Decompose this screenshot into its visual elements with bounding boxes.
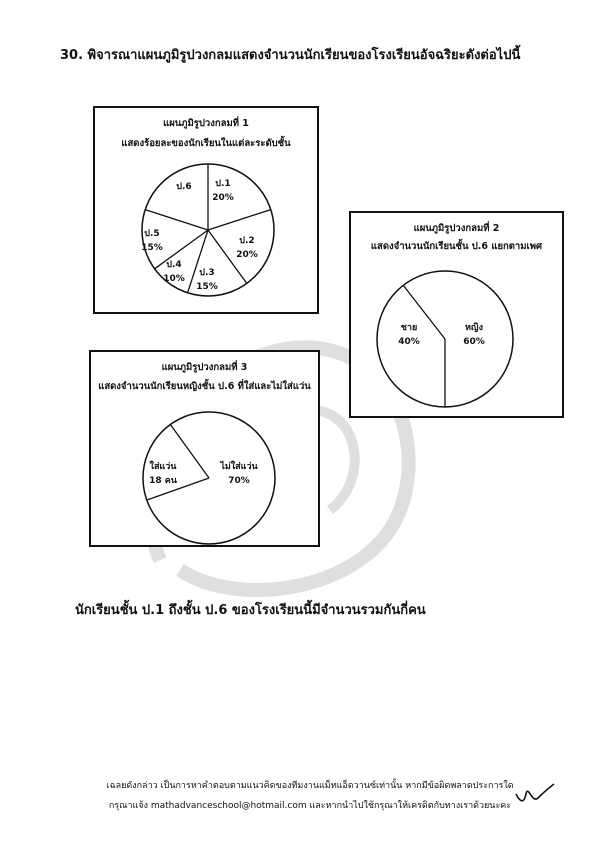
slice-label: ไม่ใส่แว่น 70% xyxy=(220,462,258,486)
handwritten-signature xyxy=(512,780,558,810)
pie-1-divider xyxy=(208,210,271,230)
chart-1-title: แผนภูมิรูปวงกลมที่ 1 xyxy=(163,118,249,129)
slice-label: ใส่แว่น 18 คน xyxy=(149,462,177,486)
slice-label: ป.5 15% xyxy=(141,229,163,253)
slice-label: ชาย 40% xyxy=(398,323,420,347)
pie-chart-1-frame xyxy=(93,106,319,314)
chart-2-subtitle: แสดงจำนวนนักเรียนชั้น ป.6 แยกตามเพศ xyxy=(370,241,543,252)
slice-label: ป.1 20% xyxy=(212,179,234,203)
slice-label: หญิง 60% xyxy=(463,323,485,347)
question-text: นักเรียนชั้น ป.1 ถึงชั้น ป.6 ของโรงเรียนนี้มีจำนวนรวมกันกี่คน xyxy=(75,603,426,618)
pie-chart-3 xyxy=(91,352,318,545)
slice-label: ป.4 10% xyxy=(163,260,185,284)
footer-line-1: เฉลยดังกล่าว เป็นการหาคำตอบตามแนวคิดของทีมงานแม็ทแอ็ดวานซ์เท่านั้น หากมีข้อผิดพลาดประการใด xyxy=(106,781,514,791)
question-title: 30. พิจารณาแผนภูมิรูปวงกลมแสดงจำนวนนักเรียนของโรงเรียนอัจฉริยะดังต่อไปนี้ xyxy=(60,48,521,63)
pie-chart-2-frame xyxy=(349,211,564,418)
chart-2-title: แผนภูมิรูปวงกลมที่ 2 xyxy=(413,223,500,234)
chart-3-title: แผนภูมิรูปวงกลมที่ 3 xyxy=(161,362,248,373)
slice-label: ป.2 20% xyxy=(236,236,258,260)
chart-1-subtitle: แสดงร้อยละของนักเรียนในแต่ละระดับชั้น xyxy=(121,138,291,149)
pie-chart-2 xyxy=(351,213,562,416)
slice-label: ป.6 xyxy=(176,182,192,192)
chart-3-subtitle: แสดงจำนวนนักเรียนหญิงชั้น ป.6 ที่ใส่และไม่ใส่แว่น xyxy=(98,381,311,392)
pie-chart-3-frame xyxy=(89,350,320,547)
footer-line-2: กรุณาแจ้ง mathadvanceschool@hotmail.com และหากนำไปใช้กรุณาให้เครดิตกับทางเราด้วยนะคะ xyxy=(108,801,512,811)
slice-label: ป.3 15% xyxy=(196,268,218,292)
